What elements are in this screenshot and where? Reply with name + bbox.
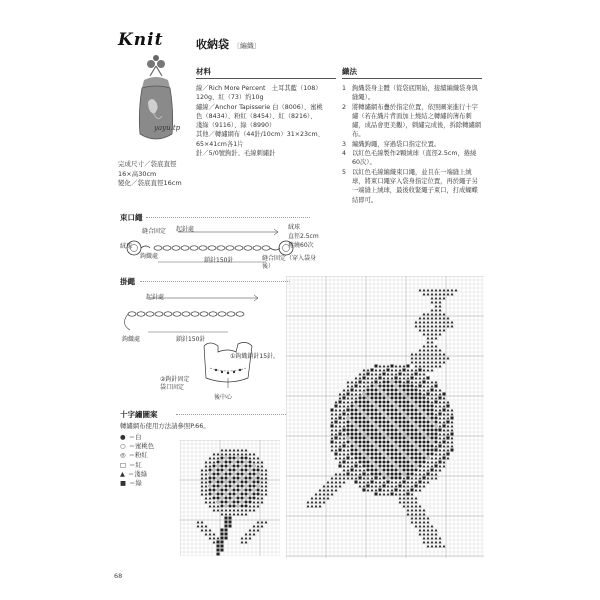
drawstring-label-fix: 縫合固定 bbox=[142, 228, 167, 235]
materials-line: 其他／轉繡網布（44針/10cm）31×23cm、 bbox=[196, 131, 324, 139]
materials-line: 色（8434）、粉紅（8454）、紅（8216）、 bbox=[196, 112, 317, 120]
materials-line: 線／Rich More Percent 土耳其藍（108） bbox=[196, 85, 322, 92]
drawstring-bag-illustration bbox=[118, 52, 194, 162]
size-finished-label: 完成尺寸／袋底直徑 bbox=[118, 160, 177, 168]
drawstring-label-pompom-r: 絨球 bbox=[288, 224, 301, 231]
chain-stitches bbox=[154, 246, 270, 250]
legend-item: □ ＝紅 bbox=[120, 460, 142, 469]
drawstring-label-start: 起針處 bbox=[176, 226, 195, 233]
title-main: 收納袋 bbox=[196, 38, 229, 51]
legend-note: 轉繡網布使用方法請參照P.66。 bbox=[120, 422, 210, 430]
hanging-cord-heading: 掛繩 bbox=[120, 277, 135, 286]
hanging-label-step2: ②鉤針固定 bbox=[160, 376, 190, 383]
legend-item: ■ ＝綠 bbox=[120, 479, 142, 488]
size-finished-value: 16×高30cm bbox=[118, 169, 157, 178]
materials-rule bbox=[196, 78, 336, 79]
size-info bbox=[118, 160, 182, 189]
steps-list bbox=[342, 84, 482, 205]
drawstring-label-wrap: 捲繞60次 bbox=[288, 242, 314, 249]
legend-item: ● ＝白 bbox=[120, 433, 142, 441]
signature: yayu.tp bbox=[154, 124, 181, 132]
steps-rule bbox=[342, 78, 482, 79]
legend-list bbox=[120, 433, 154, 488]
legend-item: ▲ ＝淺綠 bbox=[120, 469, 148, 478]
materials-line: 針／5/0號鉤針、毛線刺繡針 bbox=[196, 150, 276, 158]
materials-line: 65×41cm各1片 bbox=[196, 140, 244, 148]
step-item: 1 鉤織袋身主體（從袋底開始，接續編織袋身與縫繩）。 bbox=[342, 85, 478, 102]
size-alt-label: 變化／袋底直徑16cm bbox=[118, 179, 182, 187]
drawstring-rule bbox=[146, 217, 310, 218]
legend-heading: 十字繡圖案 bbox=[120, 410, 158, 419]
drawstring-label-dia: 直徑2.5cm bbox=[288, 233, 319, 240]
cross-stitch-chart-small bbox=[180, 440, 280, 556]
hanging-label-step2b: 袋口固定 bbox=[160, 384, 185, 391]
hanging-cord-diagram bbox=[118, 288, 290, 408]
hanging-label-start: 起針處 bbox=[146, 294, 165, 301]
hanging-label-step1: ①鉤織鎖針15針。 bbox=[230, 353, 280, 360]
page-number: 68 bbox=[114, 572, 123, 580]
step-item: 5 以紅色毛線編織束口繩，並且在一端縫上絨球，將束口繩穿入袋身指定位置，再於繩子另一端縫上絨球，最後收緊繩子束口，打成蝴蝶結即可。 bbox=[342, 168, 478, 204]
hanging-chain-stitches bbox=[128, 312, 244, 316]
materials-line: 繡線／Anchor Tapisserie 白（8006）、蜜桃 bbox=[196, 103, 323, 111]
drawstring-label-join: 縫合固定（穿入袋身後） bbox=[262, 255, 317, 270]
steps-heading: 織法 bbox=[342, 67, 357, 76]
hanging-label-end: 鉤織處 bbox=[122, 336, 141, 343]
hanging-label-chain: 鎖針150針 bbox=[176, 336, 206, 343]
drawstring-heading: 束口繩 bbox=[120, 213, 143, 222]
step-item: 4 以紅色毛線製作2顆絨球（直徑2.5cm，捲繞60次）。 bbox=[342, 150, 477, 167]
title-sub: 〔編織〕 bbox=[232, 42, 261, 50]
legend-rule bbox=[176, 414, 286, 415]
step-item: 3 編織鉤繩，穿過袋口指定位置。 bbox=[342, 140, 441, 148]
legend-item: ○ ＝蜜桃色 bbox=[120, 442, 155, 451]
knit-logo: Knit bbox=[118, 30, 164, 50]
legend-item: ◎ ＝粉紅 bbox=[120, 451, 148, 460]
drawstring-label-chain: 鎖針150針 bbox=[204, 257, 234, 264]
bag-top-sketch bbox=[204, 342, 252, 382]
hanging-label-center: 後中心 bbox=[214, 394, 233, 401]
drawstring-label-pompom: 絨球 bbox=[120, 243, 133, 250]
materials-line: 120g、紅（73）約10g bbox=[196, 94, 264, 102]
page-title bbox=[196, 36, 261, 52]
materials-list bbox=[196, 84, 338, 158]
materials-line: 淺綠（9116）、綠（8990） bbox=[196, 122, 276, 130]
step-item: 2 將轉繡網布疊於指定位置，依照圖案進行十字繡（若在織片背面加上燒結之轉繡的薄布刺繡，成品會更美觀），刺繡完成後，拆除轉繡網布。 bbox=[342, 103, 482, 139]
drawstring-label-slip: 鉤織處 bbox=[140, 253, 159, 260]
cross-stitch-chart-large bbox=[286, 276, 484, 558]
hanging-cord-rule bbox=[140, 281, 290, 282]
materials-heading: 材料 bbox=[196, 67, 211, 76]
